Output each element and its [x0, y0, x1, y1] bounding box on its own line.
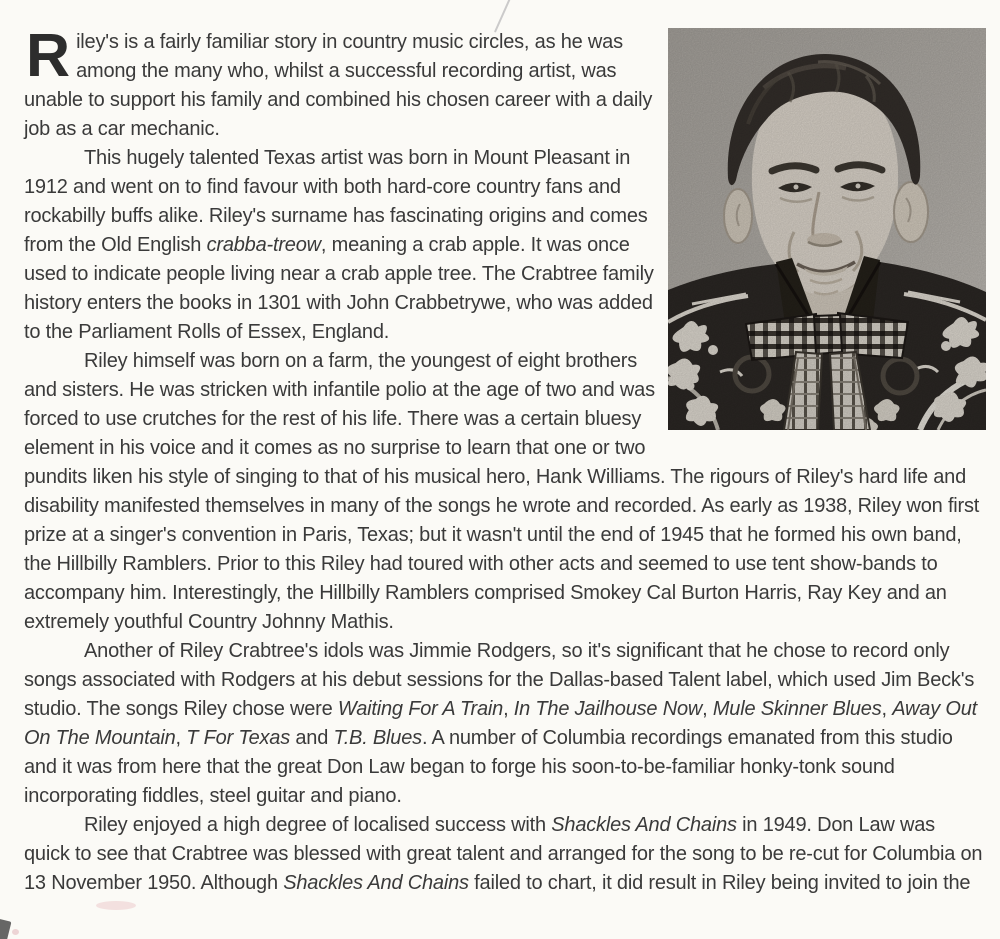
- body-text: in 1949. Don Law was quick to see that Crabtree was blessed with great talent and arranged for the song to be re-cut for Columbia on 13 November 1950. Although: [24, 814, 983, 894]
- body-text: failed to chart, it did result in Riley being invited to join the: [468, 872, 971, 894]
- body-text: Riley himself was born on a farm, the youngest of eight brothers and sisters. He was stricken with infantile polio at the age of two and was forced to use crutches for the rest of his life. There was a certain bluesy element in his voice and it comes as no surprise to learn that one or two pundits liken his style of singing to that of his musical hero, Hank Williams. The rigours of Riley's hard life and disability manifested themselves in many of the songs he wrote and recorded. As early as 1938, Riley won first prize at a singer's convention in Paris, Texas; but it wasn't until the end of 1945 that he formed his own band, the Hillbilly Ramblers. Prior to this Riley had toured with other acts and seemed to use tent show-bands to accompany him. Interestingly, the Hillbilly Ramblers comprised Smokey Cal Burton Harris, Ray Key and an extremely youthful Country Johnny Mathis.: [24, 350, 980, 633]
- body-text: , meaning a crab apple. It was once used to indicate people living near a crab apple tree. The Crabtree family history enters the books in 1301 with John Crabbetrywe, who was added to the Parliament Rolls of Essex, England.: [24, 234, 654, 343]
- italic-text: Waiting For A Train: [337, 698, 504, 720]
- italic-text: Shackles And Chains: [283, 872, 469, 894]
- portrait-photo: [668, 28, 986, 430]
- body-text: . A number of Columbia recordings emanated from this studio and it was from here that the great Don Law began to forge his soon-to-be-familiar honky-tonk sound incorporating fiddles, steel guitar and piano.: [24, 727, 953, 807]
- italic-text: Shackles And Chains: [551, 814, 737, 836]
- paragraph: [24, 811, 986, 898]
- italic-text: Mule Skinner Blues: [712, 698, 882, 720]
- italic-text: T For Texas: [186, 727, 291, 749]
- scan-smudge-dot: [12, 929, 19, 935]
- italic-text: In The Jailhouse Now: [513, 698, 703, 720]
- body-text: iley's is a fairly familiar story in country music circles, as he was among the many who, whilst a successful recording artist, was unable to support his family and combined his chosen career with a daily job as a car mechanic.: [24, 31, 653, 140]
- body-text: ,: [881, 698, 893, 720]
- body-text: Riley enjoyed a high degree of localised success with: [84, 814, 552, 836]
- article-text: [24, 21, 986, 898]
- italic-text: T.B. Blues: [333, 727, 422, 749]
- scan-smudge: [96, 901, 136, 910]
- body-text: Another of Riley Crabtree's idols was Jimmie Rodgers, so it's significant that he chose to record only songs associated with Rodgers at his debut sessions for the Dallas-based Talent label, which used Jim Beck's studio. The songs Riley chose were: [24, 640, 975, 720]
- paragraph: [24, 637, 986, 811]
- body-text: ,: [175, 727, 187, 749]
- body-text: and: [290, 727, 334, 749]
- body-text: This hugely talented Texas artist was born in Mount Pleasant in 1912 and went on to find favour with both hard-core country fans and rockabilly buffs alike. Riley's surname has fascinating origins and comes from the Old English: [24, 147, 648, 256]
- portrait-photo-image: [668, 28, 986, 430]
- scan-corner-mark: [0, 919, 11, 939]
- italic-text: Away Out On The Mountain: [24, 698, 978, 749]
- body-text: ,: [702, 698, 713, 720]
- italic-text: crabba-treow: [206, 234, 321, 256]
- body-text: ,: [503, 698, 514, 720]
- drop-cap: R: [26, 21, 71, 89]
